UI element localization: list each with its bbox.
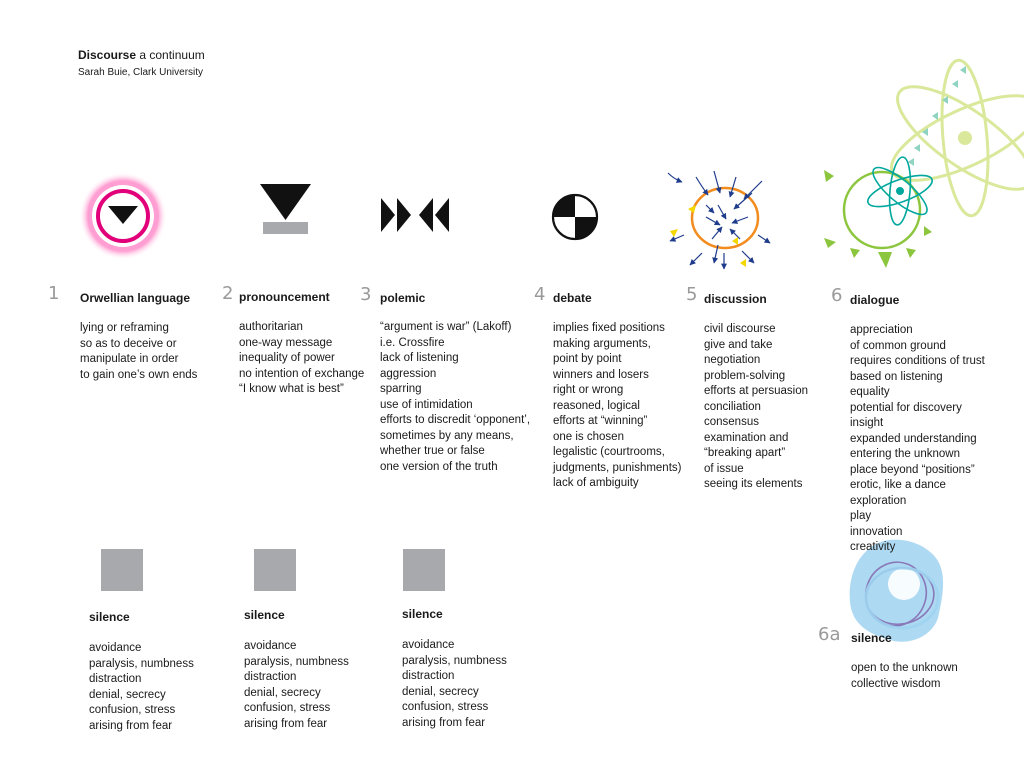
list-item: innovation <box>850 525 903 538</box>
silence-heading: silence <box>402 607 443 621</box>
list-item: denial, secrecy <box>244 686 321 699</box>
list-item: open to the unknown <box>851 662 958 674</box>
triangle-over-bar-icon <box>260 184 312 236</box>
list-item: arising from fear <box>402 716 486 729</box>
atom-icon <box>820 58 1024 278</box>
list-item: paralysis, numbness <box>244 655 349 668</box>
list-item: winners and losers <box>553 368 649 381</box>
list-item: lack of ambiguity <box>553 477 639 489</box>
list-item: avoidance <box>402 639 455 651</box>
stage-heading: polemic <box>380 291 426 305</box>
list-item: inequality of power <box>239 352 335 364</box>
stage-number: 1 <box>48 283 60 304</box>
list-item: lying or reframing <box>80 322 169 334</box>
list-item: judgments, punishments) <box>553 461 682 474</box>
list-item: no intention of exchange <box>239 367 365 380</box>
list-item: civil discourse <box>704 323 776 335</box>
list-item: avoidance <box>244 640 297 652</box>
list-item: collective wisdom <box>851 677 941 690</box>
opposing-arrows-icon <box>381 198 449 232</box>
list-item: arising from fear <box>89 719 173 732</box>
list-item: to gain one’s own ends <box>80 368 198 381</box>
list-item: expanded understanding <box>850 432 977 445</box>
list-item: conciliation <box>704 400 761 413</box>
list-item: point by point <box>553 353 622 365</box>
list-item: authoritarian <box>239 321 303 333</box>
silence-heading: silence <box>244 608 285 622</box>
list-item: play <box>850 510 872 522</box>
list-item: give and take <box>704 338 773 351</box>
list-item: denial, secrecy <box>89 688 166 701</box>
list-item: seeing its elements <box>704 478 803 490</box>
list-item: so as to deceive or <box>80 337 177 350</box>
silence-square-icon <box>254 549 296 591</box>
list-item: of issue <box>704 462 744 475</box>
stage-heading: pronouncement <box>239 290 330 304</box>
list-item: requires conditions of trust <box>850 355 985 367</box>
title-bold: Discourse <box>78 48 137 62</box>
list-item: reasoned, logical <box>553 399 640 412</box>
stage-number: 2 <box>222 283 234 304</box>
list-item: exploration <box>850 494 907 507</box>
silence-6a-heading: silence <box>851 631 892 645</box>
stage-heading: Orwellian language <box>80 291 191 305</box>
list-item: paralysis, numbness <box>89 657 194 670</box>
stage-number: 6 <box>831 285 843 306</box>
list-item: denial, secrecy <box>402 685 479 698</box>
arrows-circle-icon <box>662 165 777 280</box>
list-item: confusion, stress <box>89 704 176 716</box>
list-item: arising from fear <box>244 717 328 730</box>
list-item: efforts at persuasion <box>704 385 808 397</box>
list-item: avoidance <box>89 642 142 654</box>
silence-list <box>244 639 349 732</box>
silence-list <box>89 641 194 734</box>
silence-list <box>402 638 507 731</box>
list-item: efforts at “winning” <box>553 415 648 427</box>
stage-list <box>850 323 985 556</box>
list-item: one is chosen <box>553 430 624 443</box>
stage-number: 5 <box>686 284 698 305</box>
stage-number: 4 <box>534 284 546 305</box>
quartered-circle-icon <box>551 193 599 241</box>
list-item: “argument is war” (Lakoff) <box>380 321 512 333</box>
list-item: right or wrong <box>553 384 624 396</box>
list-item: paralysis, numbness <box>402 654 507 667</box>
list-item: lack of listening <box>380 352 459 364</box>
stage-heading: dialogue <box>850 293 900 307</box>
list-item: equality <box>850 386 890 398</box>
list-item: distraction <box>89 673 142 685</box>
stage-heading: discussion <box>704 292 767 306</box>
list-item: aggression <box>380 367 437 380</box>
list-item: one-way message <box>239 336 333 349</box>
silence-heading: silence <box>89 610 130 624</box>
stage-number: 3 <box>360 284 372 305</box>
list-item: efforts to discredit ‘opponent’, <box>380 414 531 426</box>
list-item: whether true or false <box>380 445 485 457</box>
list-item: examination and <box>704 431 789 444</box>
pink-ring-triangle-icon <box>78 172 168 262</box>
list-item: creativity <box>850 541 896 553</box>
silence-square-icon <box>101 549 143 591</box>
list-item: use of intimidation <box>380 398 473 411</box>
stage-heading: debate <box>553 291 592 305</box>
stage-list <box>380 320 530 475</box>
list-item: “I know what is best” <box>239 383 344 395</box>
list-item: consensus <box>704 416 759 428</box>
stage-number-6a: 6a <box>818 624 841 645</box>
list-item: distraction <box>402 670 455 682</box>
silence-square-icon <box>403 549 445 591</box>
list-item: implies fixed positions <box>553 322 665 334</box>
title-rest: a continuum <box>136 48 205 62</box>
stage-list <box>704 322 808 493</box>
list-item: based on listening <box>850 370 943 383</box>
list-item: problem-solving <box>704 369 786 382</box>
diagram-title <box>78 48 205 62</box>
list-item: manipulate in order <box>80 353 179 365</box>
list-item: legalistic (courtrooms, <box>553 446 665 458</box>
stage-list <box>553 321 681 492</box>
list-item: erotic, like a dance <box>850 479 946 491</box>
list-item: entering the unknown <box>850 448 960 460</box>
silence-6a-list <box>851 661 958 692</box>
list-item: confusion, stress <box>402 701 489 713</box>
list-item: negotiation <box>704 354 761 366</box>
list-item: one version of the truth <box>380 460 498 473</box>
list-item: confusion, stress <box>244 702 331 714</box>
list-item: of common ground <box>850 339 946 352</box>
stage-list <box>80 321 197 383</box>
stage-list <box>239 320 364 398</box>
diagram-subtitle: Sarah Buie, Clark University <box>78 67 204 78</box>
list-item: sparring <box>380 383 422 395</box>
list-item: making arguments, <box>553 337 651 350</box>
list-item: “breaking apart” <box>704 447 786 459</box>
list-item: appreciation <box>850 324 913 336</box>
list-item: sometimes by any means, <box>380 429 514 442</box>
list-item: insight <box>850 417 884 429</box>
list-item: potential for discovery <box>850 401 962 414</box>
list-item: place beyond “positions” <box>850 463 975 476</box>
list-item: distraction <box>244 671 297 683</box>
list-item: i.e. Crossfire <box>380 336 445 349</box>
